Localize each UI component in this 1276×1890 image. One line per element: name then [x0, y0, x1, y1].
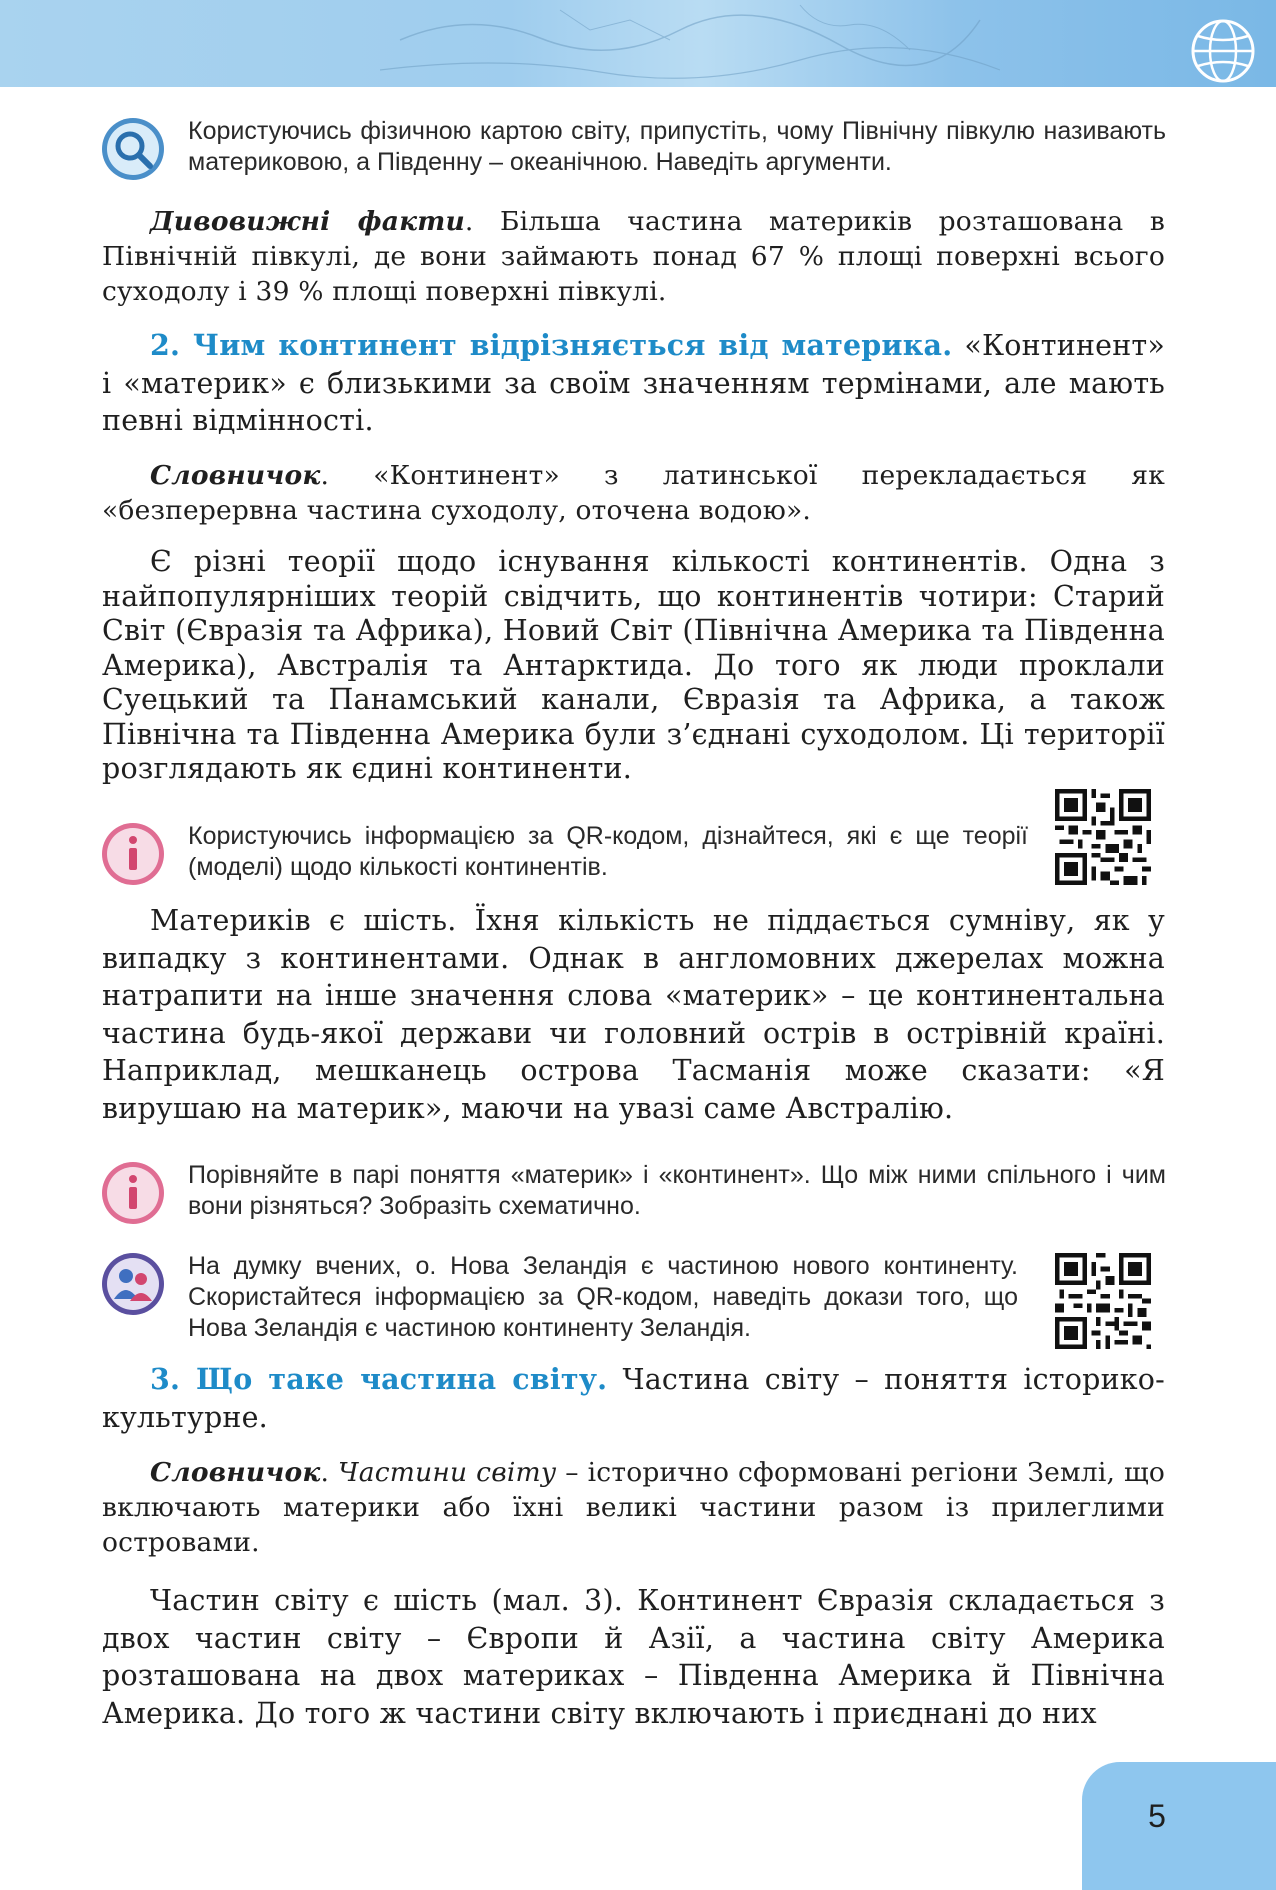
callout-qr-info [100, 821, 1028, 891]
globe-icon [1190, 18, 1256, 84]
callout-compare [100, 1160, 1166, 1230]
qr-code-theories[interactable] [1055, 789, 1151, 885]
magnifier-icon [100, 116, 166, 182]
glossary-1-paragraph [102, 458, 1165, 528]
mainlands-paragraph: Материків є шість. Їхня кількість не піддається сумніву, як у випадку з континентами. Однак в англомовних джерелах можна натрапити на інше значення слова «материк» – це континентальна частина будь-якої держави чи головний острів в острівній країні. Наприклад, мешканець острова Тасманія може сказати: «Я вирушаю на материк», маючи на увазі саме Австралію. [102, 904, 1165, 1125]
section-3-paragraph [102, 1361, 1165, 1436]
theories-paragraph: Є різні теорії щодо існування кількості континентів. Одна з найпопулярніших теорій свідчить, що континентів чотири: Старий Світ (Євразія та Африка), Новий Світ (Північна Америка та Південна Америка), Австралія та Антарктида. До того як люди проклали Суецький та Панамський канали, Євразія та Африка, а також Північна та Південна Америка були з’єднані суходолом. Ці території розглядають як єдині континенти. [102, 545, 1165, 785]
callout-group [100, 1251, 1020, 1351]
section-3-text: Частина світу – поняття історико-культурне. [102, 1363, 1165, 1434]
page-header-band [0, 0, 1276, 87]
glossary-1-lead: Словничок [150, 460, 321, 491]
glossary-1-text: . «Континент» з латинської перекладається як «безперервна частина суходолу, оточена водою». [102, 460, 1165, 526]
map-decoration [380, 0, 1000, 87]
callout-group-text: На думку вчених, о. Нова Зеландія є частиною нового континенту. Скористайтеся інформацією за QR-кодом, наведіть докази того, що Нова Зеландія є частиною континенту Зеландія. [188, 1252, 1018, 1342]
glossary-2-lead: Словничок [150, 1457, 321, 1488]
qr-code-zealandia[interactable] [1055, 1253, 1151, 1349]
facts-paragraph [102, 204, 1165, 309]
callout-compare-text: Порівняйте в парі поняття «материк» і «континент». Що між ними спільного і чим вони різняться? Зобразіть схематично. [188, 1161, 1166, 1220]
callout-search [100, 116, 1166, 186]
section-2-paragraph [102, 327, 1165, 440]
facts-lead: Дивовижні факти [150, 206, 465, 237]
callout-search-text: Користуючись фізичною картою світу, припустіть, чому Північну півкулю називають материковою, а Південну – океанічною. Наведіть аргументи. [188, 117, 1166, 176]
page-number-tab [1082, 1762, 1276, 1890]
info-icon [100, 821, 166, 887]
section-2-text: «Континент» і «материк» є близькими за своїм значенням термінами, але мають певні відмінності. [102, 329, 1166, 437]
parts-paragraph: Частин світу є шість (мал. 3). Континент Євразія складається з двох частин світу – Європи й Азії, а частина світу Америка розташована на двох материках – Південна Америка й Північна Америка. До того ж частини світу включають і приєднані до них [102, 1584, 1165, 1730]
glossary-2-term: Частини світу [338, 1457, 557, 1488]
glossary-2-dot: . [320, 1457, 339, 1488]
facts-text: . Більша частина материків розташована в Північній півкулі, де вони займають понад 67 % площі поверхні всього суходолу і 39 % площі поверхні півкулі. [102, 206, 1165, 307]
group-icon [100, 1251, 166, 1317]
glossary-2-text: – історично сформовані регіони Землі, що включають материки або їхні великі частини разом із прилеглими островами. [102, 1457, 1166, 1558]
callout-qr-info-text: Користуючись інформацією за QR-кодом, дізнайтеся, які є ще теорії (моделі) щодо кількості континентів. [188, 822, 1028, 881]
page-number: 5 [1148, 1798, 1166, 1834]
info-icon [100, 1160, 166, 1226]
section-3-heading: 3. Що таке частина світу. [150, 1362, 608, 1396]
glossary-2-paragraph [102, 1455, 1165, 1560]
section-2-heading: 2. Чим континент відрізняється від материка. [150, 328, 953, 362]
